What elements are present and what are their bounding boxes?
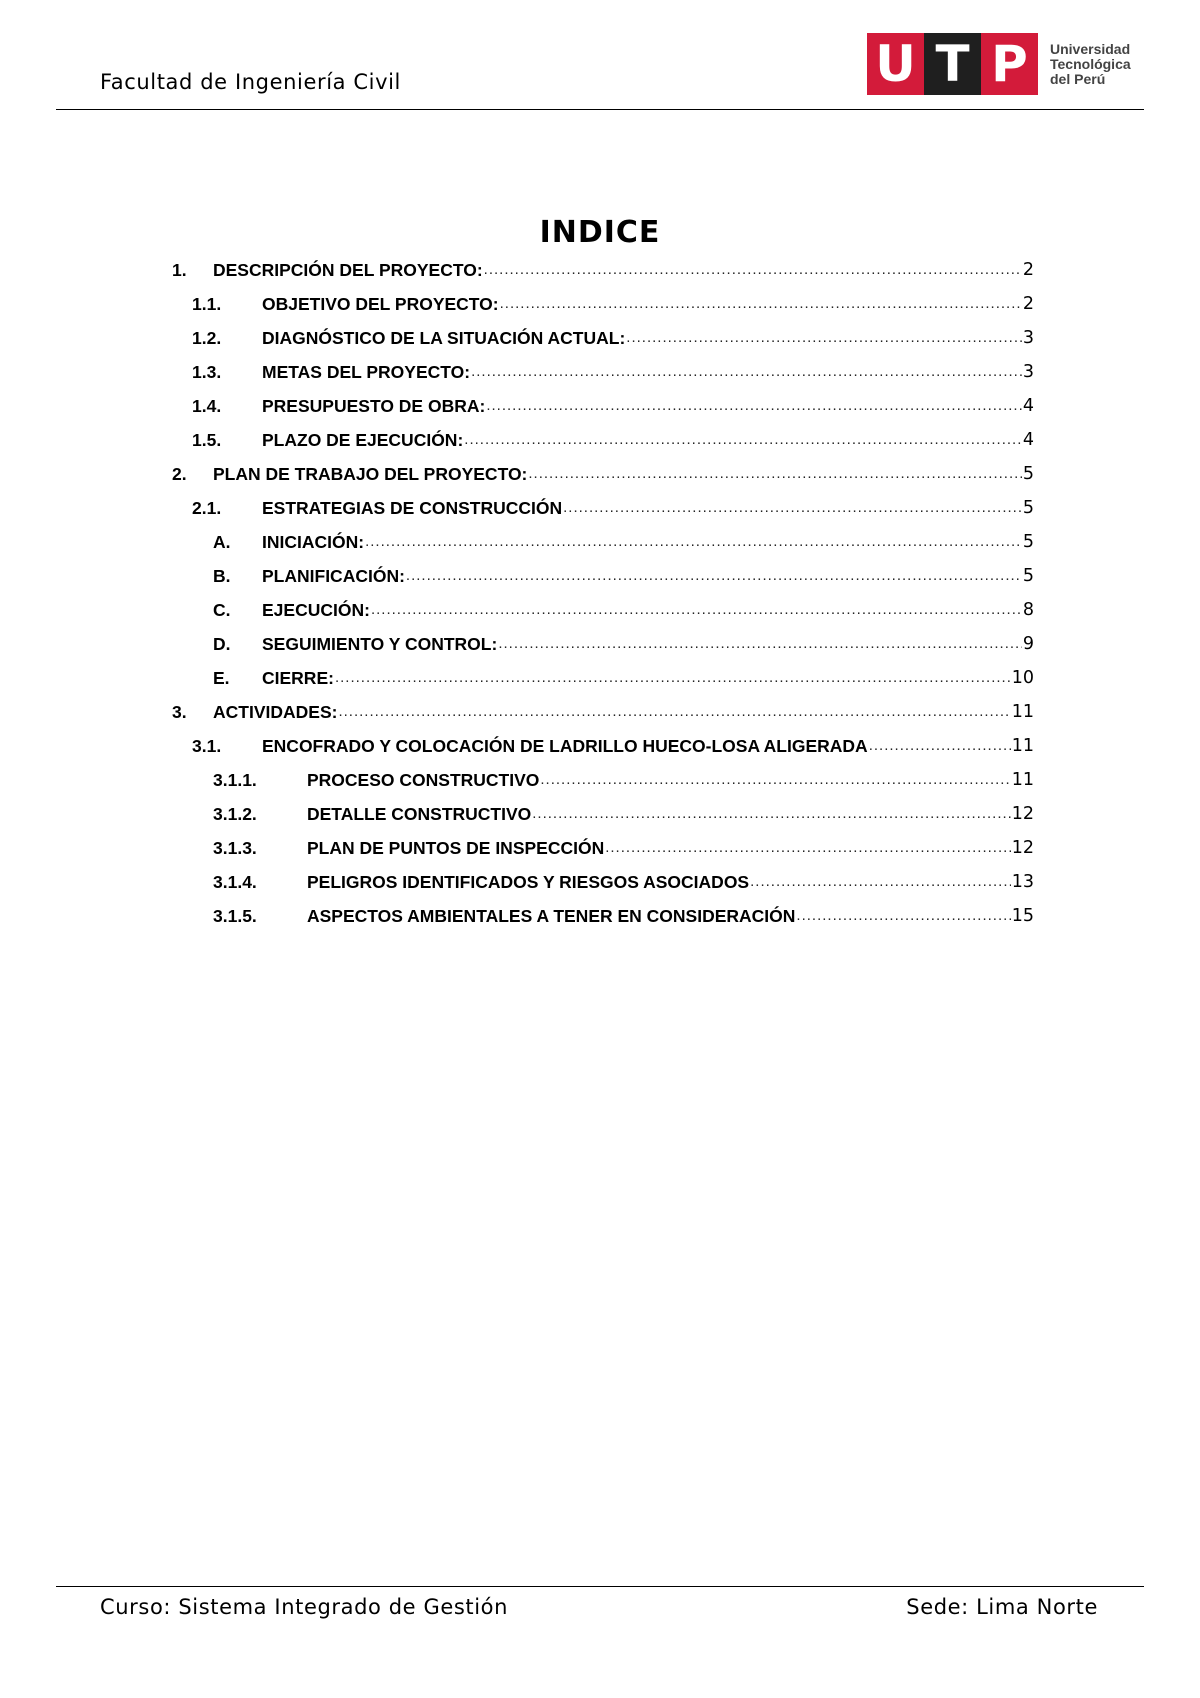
toc-entry-page: 3 bbox=[1022, 362, 1034, 382]
toc-dot-leader bbox=[540, 765, 1010, 795]
toc-entry-page: 12 bbox=[1011, 804, 1034, 824]
utp-logo-mark bbox=[867, 33, 1038, 95]
toc-entry[interactable] bbox=[213, 901, 1034, 931]
toc-entry-page: 4 bbox=[1022, 396, 1034, 416]
toc-entry[interactable] bbox=[192, 425, 1034, 455]
toc-dot-leader bbox=[605, 833, 1011, 863]
toc-entry-number: 1.2. bbox=[192, 328, 222, 348]
toc-entry-number: 1.4. bbox=[192, 396, 222, 416]
utp-logo-text bbox=[1050, 42, 1131, 87]
toc-entry-number: A. bbox=[213, 532, 231, 552]
toc-entry[interactable] bbox=[213, 527, 1034, 557]
toc-entry[interactable] bbox=[213, 765, 1034, 795]
toc-entry[interactable] bbox=[213, 629, 1034, 659]
logo-text-line: del Perú bbox=[1050, 70, 1106, 87]
toc-entry[interactable] bbox=[213, 799, 1034, 829]
logo-text-line: Tecnológica bbox=[1050, 55, 1131, 72]
toc-entry-label: PELIGROS IDENTIFICADOS Y RIESGOS ASOCIADOS bbox=[307, 872, 750, 892]
toc-entry-page: 15 bbox=[1011, 906, 1034, 926]
logo-text-line: Universidad bbox=[1050, 40, 1131, 57]
toc-entry-number: B. bbox=[213, 566, 231, 586]
toc-entry-label: ACTIVIDADES: bbox=[213, 702, 338, 722]
toc-entry-label: PROCESO CONSTRUCTIVO bbox=[307, 770, 540, 790]
toc-entry-number: 3.1.4. bbox=[213, 872, 257, 892]
toc-entry-page: 3 bbox=[1022, 328, 1034, 348]
toc-entry[interactable] bbox=[213, 663, 1034, 693]
toc-entry-label: EJECUCIÓN: bbox=[262, 600, 370, 620]
toc-entry-number: D. bbox=[213, 634, 231, 654]
toc-entry-label: ASPECTOS AMBIENTALES A TENER EN CONSIDERACIÓN bbox=[307, 906, 796, 926]
toc-entry-label: INICIACIÓN: bbox=[262, 532, 365, 552]
toc-dot-leader bbox=[626, 323, 1022, 353]
course-name: Curso: Sistema Integrado de Gestión bbox=[100, 1595, 509, 1619]
toc-entry-number: 3.1. bbox=[192, 736, 222, 756]
toc-dot-leader bbox=[528, 459, 1021, 489]
toc-entry-page: 2 bbox=[1022, 294, 1034, 314]
toc-entry-page: 12 bbox=[1011, 838, 1034, 858]
toc-entry-page: 13 bbox=[1011, 872, 1034, 892]
toc-entry-number: 3.1.2. bbox=[213, 804, 257, 824]
toc-entry-label: ENCOFRADO Y COLOCACIÓN DE LADRILLO HUECO-LOSA ALIGERADA bbox=[262, 736, 868, 756]
campus-name: Sede: Lima Norte bbox=[906, 1595, 1098, 1619]
page-header bbox=[56, 0, 1144, 110]
faculty-name: Facultad de Ingeniería Civil bbox=[100, 70, 401, 94]
toc-entry[interactable] bbox=[192, 289, 1034, 319]
toc-entry[interactable] bbox=[213, 833, 1034, 863]
toc-entry-number: 3.1.5. bbox=[213, 906, 257, 926]
toc-entry-label: PLAZO DE EJECUCIÓN: bbox=[262, 430, 464, 450]
toc-entry-page: 4 bbox=[1022, 430, 1034, 450]
toc-dot-leader bbox=[406, 561, 1022, 591]
toc-dot-leader bbox=[371, 595, 1022, 625]
toc-dot-leader bbox=[486, 391, 1022, 421]
toc-entry-label: DIAGNÓSTICO DE LA SITUACIÓN ACTUAL: bbox=[262, 328, 626, 348]
toc-entry-number: 1.1. bbox=[192, 294, 222, 314]
toc-entry-page: 5 bbox=[1022, 464, 1034, 484]
toc-entry-label: PLAN DE PUNTOS DE INSPECCIÓN bbox=[307, 838, 605, 858]
toc-entry[interactable] bbox=[213, 561, 1034, 591]
toc-entry[interactable] bbox=[192, 357, 1034, 387]
logo-letter-p: P bbox=[981, 33, 1038, 95]
toc-entry-page: 5 bbox=[1022, 532, 1034, 552]
toc-dot-leader bbox=[484, 255, 1022, 285]
toc-entry[interactable] bbox=[172, 697, 1034, 727]
toc-entry-label: PLANIFICACIÓN: bbox=[262, 566, 405, 586]
toc-entry-label: SEGUIMIENTO Y CONTROL: bbox=[262, 634, 498, 654]
toc-dot-leader bbox=[365, 527, 1022, 557]
toc-entry-number: 2.1. bbox=[192, 498, 222, 518]
toc-entry-label: METAS DEL PROYECTO: bbox=[262, 362, 471, 382]
toc-entry-page: 11 bbox=[1011, 770, 1034, 790]
toc-entry-page: 9 bbox=[1022, 634, 1034, 654]
toc-dot-leader bbox=[500, 289, 1022, 319]
toc-entry-number: E. bbox=[213, 668, 230, 688]
toc-dot-leader bbox=[335, 663, 1011, 693]
toc-entry[interactable] bbox=[192, 391, 1034, 421]
utp-logo bbox=[867, 33, 1131, 95]
toc-entry[interactable] bbox=[192, 493, 1034, 523]
toc-entry-page: 11 bbox=[1011, 702, 1034, 722]
logo-letter-t: T bbox=[924, 33, 981, 95]
toc-entry[interactable] bbox=[192, 323, 1034, 353]
toc-entry-page: 2 bbox=[1022, 260, 1034, 280]
toc-entry-number: 3. bbox=[172, 702, 187, 722]
toc-entry-label: PRESUPUESTO DE OBRA: bbox=[262, 396, 486, 416]
toc-entry-number: 1.5. bbox=[192, 430, 222, 450]
toc-dot-leader bbox=[338, 697, 1010, 727]
toc-entry-page: 10 bbox=[1011, 668, 1034, 688]
toc-entry-label: OBJETIVO DEL PROYECTO: bbox=[262, 294, 499, 314]
toc-entry-label: DESCRIPCIÓN DEL PROYECTO: bbox=[213, 260, 483, 280]
toc-dot-leader bbox=[869, 731, 1011, 761]
toc-dot-leader bbox=[563, 493, 1022, 523]
toc-dot-leader bbox=[750, 867, 1011, 897]
document-title: INDICE bbox=[539, 215, 661, 250]
toc-entry[interactable] bbox=[172, 459, 1034, 489]
toc-dot-leader bbox=[498, 629, 1022, 659]
toc-entry-label: DETALLE CONSTRUCTIVO bbox=[307, 804, 532, 824]
toc-dot-leader bbox=[471, 357, 1022, 387]
toc-entry-label: PLAN DE TRABAJO DEL PROYECTO: bbox=[213, 464, 528, 484]
logo-letter-u: U bbox=[867, 33, 924, 95]
toc-entry[interactable] bbox=[213, 867, 1034, 897]
toc-entry[interactable] bbox=[213, 595, 1034, 625]
page-footer bbox=[56, 1586, 1144, 1619]
toc-entry-page: 5 bbox=[1022, 566, 1034, 586]
toc-entry-number: 1. bbox=[172, 260, 187, 280]
toc-entry-page: 5 bbox=[1022, 498, 1034, 518]
toc-entry-label: ESTRATEGIAS DE CONSTRUCCIÓN bbox=[262, 498, 563, 518]
toc-dot-leader bbox=[464, 425, 1022, 455]
toc-entry[interactable] bbox=[192, 731, 1034, 761]
toc-entry-number: C. bbox=[213, 600, 231, 620]
toc-entry-page: 11 bbox=[1011, 736, 1034, 756]
toc-entry-page: 8 bbox=[1022, 600, 1034, 620]
toc-entry[interactable] bbox=[172, 255, 1034, 285]
toc-dot-leader bbox=[796, 901, 1010, 931]
toc-entry-label: CIERRE: bbox=[262, 668, 334, 688]
toc-entry-number: 3.1.1. bbox=[213, 770, 257, 790]
toc-entry-number: 2. bbox=[172, 464, 187, 484]
toc-entry-number: 3.1.3. bbox=[213, 838, 257, 858]
toc-dot-leader bbox=[532, 799, 1010, 829]
toc-entry-number: 1.3. bbox=[192, 362, 222, 382]
